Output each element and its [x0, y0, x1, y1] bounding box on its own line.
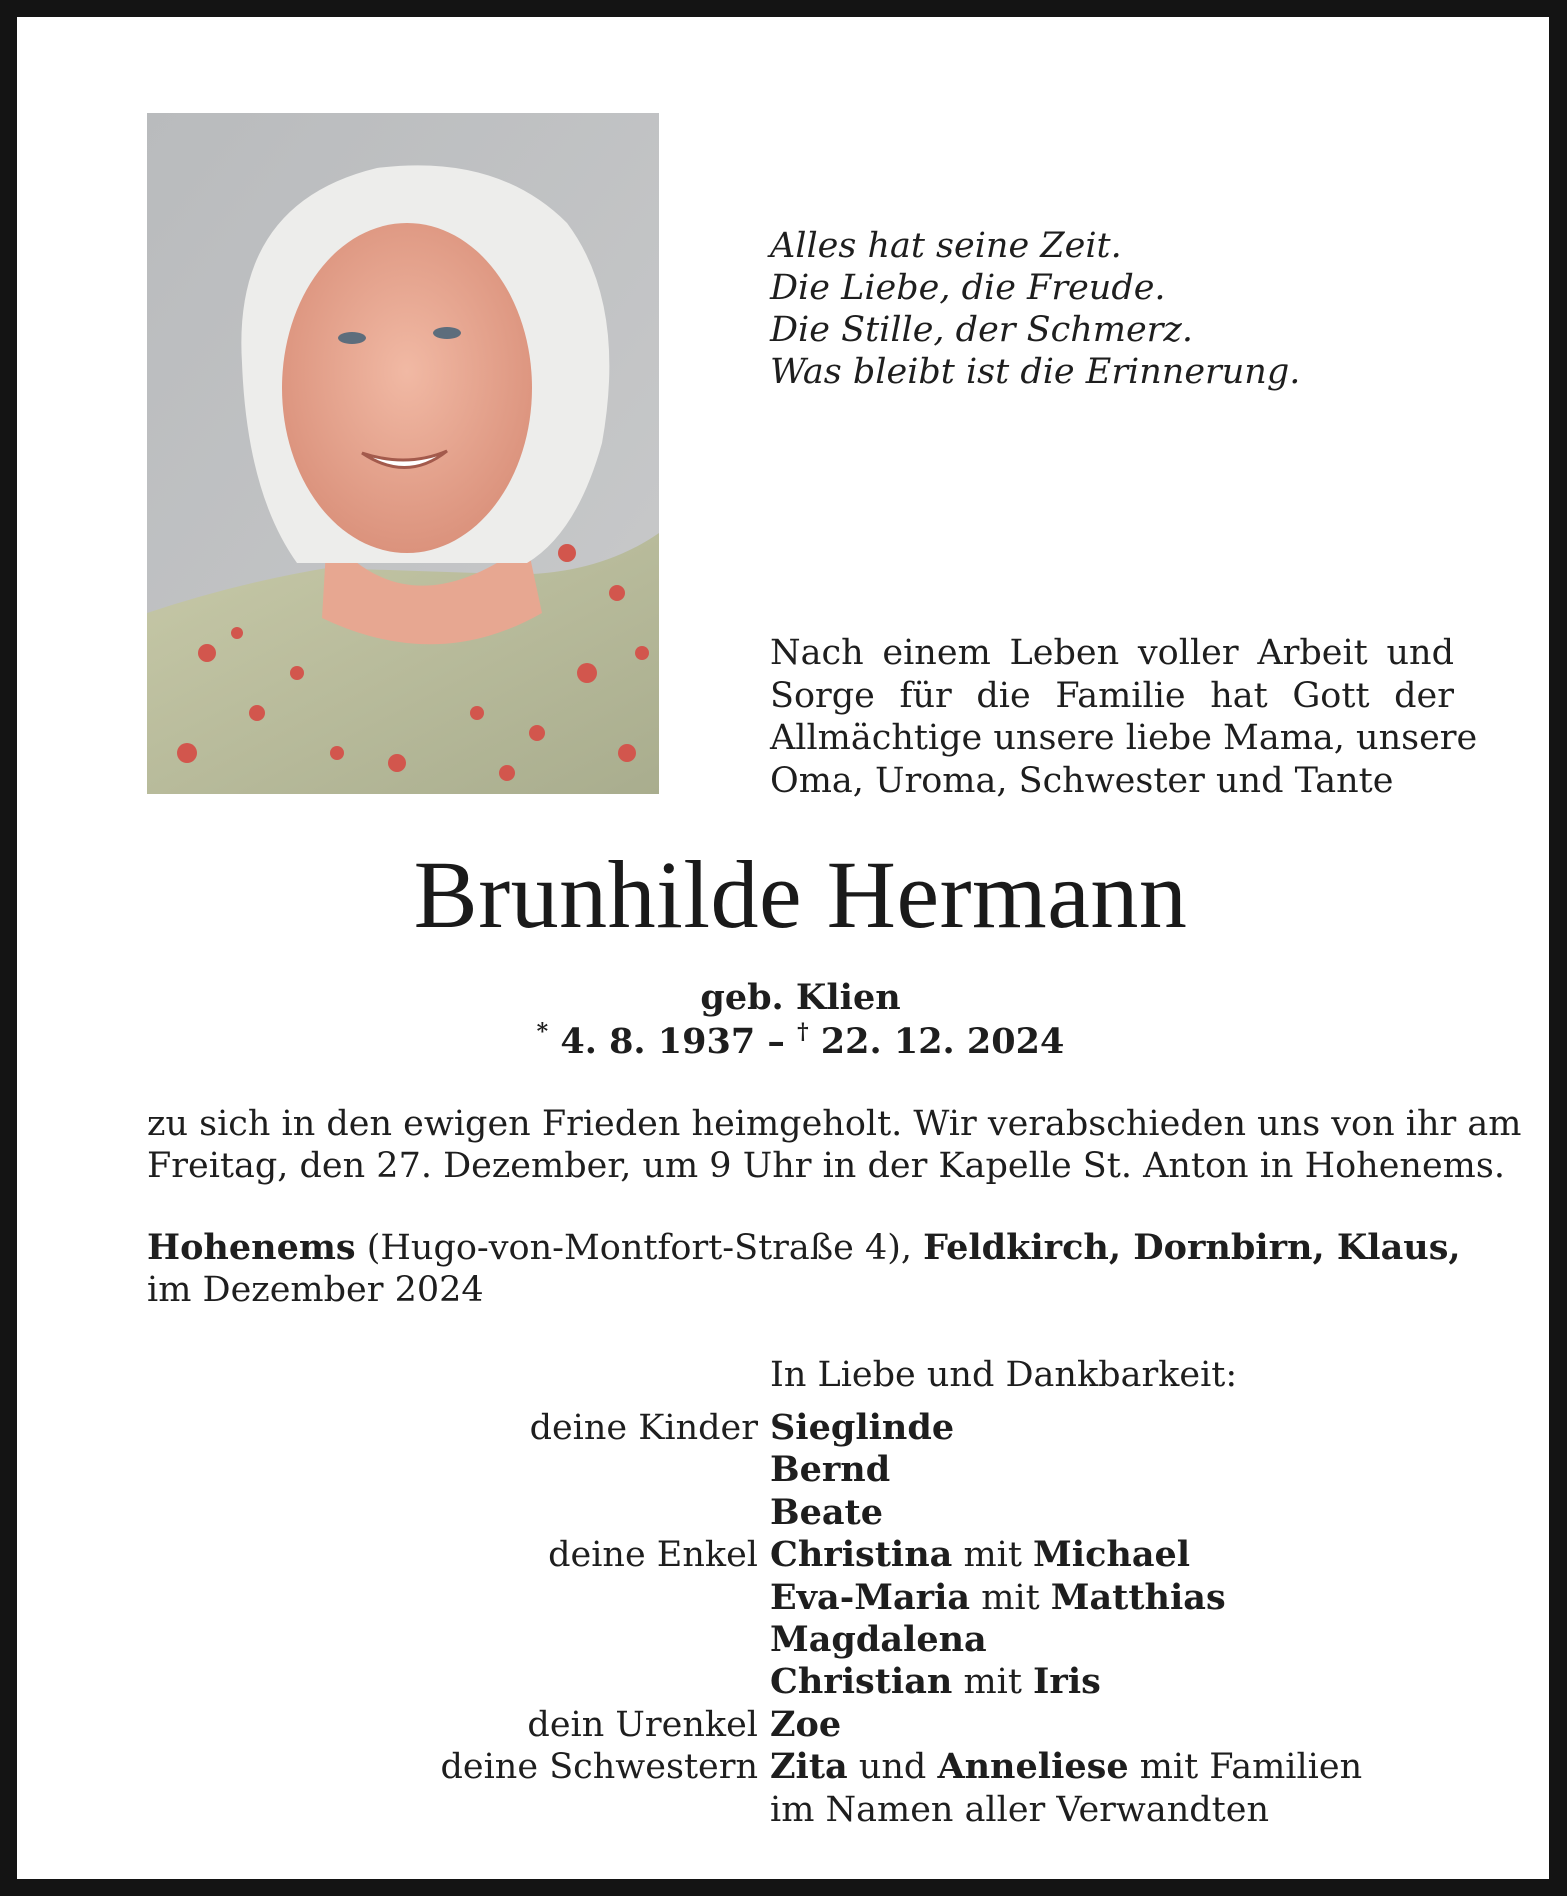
thanks-heading: In Liebe und Dankbarkeit:: [770, 1355, 1238, 1395]
family-name: Sieglinde: [770, 1407, 955, 1448]
family-names: [770, 1534, 1190, 1576]
city-name: Hohenems: [147, 1227, 356, 1268]
relation-label: deine Schwestern: [440, 1747, 758, 1788]
family-name: Zoe: [770, 1703, 842, 1745]
family-name: Michael: [1033, 1534, 1191, 1576]
family-names: [770, 1577, 1226, 1619]
deceased-name: Brunhilde Hermann: [413, 841, 1188, 948]
family-names: [770, 1746, 1362, 1788]
places-and-date: [147, 1227, 1461, 1311]
family-name: Matthias: [1050, 1576, 1226, 1618]
family-name: Bernd: [770, 1449, 891, 1491]
relation-label: deine Kinder: [529, 1408, 758, 1448]
family-name: Christina: [770, 1534, 953, 1576]
announcement-text: [147, 1103, 1522, 1187]
relation-label: dein Urenkel: [527, 1704, 758, 1745]
intro-text: [770, 632, 1478, 802]
announcement-line: zu sich in den ewigen Frieden heimgeholt. Wir verabschieden uns von ihr am: [147, 1104, 1522, 1144]
announcement-line: Freitag, den 27. Dezember, um 9 Uhr in der Kapelle St. Anton in Hohenems.: [147, 1146, 1505, 1186]
relation-label: deine Enkel: [548, 1535, 758, 1576]
maiden-name: geb. Klien: [700, 977, 901, 1018]
motto-line: Was bleibt ist die Erinnerung.: [770, 352, 1301, 392]
family-row: [147, 1704, 1454, 1746]
birth-date: 4. 8. 1937 –: [548, 1021, 798, 1062]
family-row: [147, 1492, 1454, 1534]
intro-line: Oma, Uroma, Schwester und Tante: [770, 760, 1394, 801]
family-name: Magdalena: [770, 1618, 987, 1660]
family-row: [147, 1746, 1454, 1788]
family-row: [147, 1407, 1454, 1449]
connector-word: mit Familien: [1128, 1747, 1363, 1788]
family-row: [147, 1534, 1454, 1576]
motto-line: Die Liebe, die Freude.: [770, 268, 1166, 308]
connector-word: mit: [952, 1662, 1034, 1703]
death-date: 22. 12. 2024: [808, 1021, 1065, 1062]
family-row: [147, 1577, 1454, 1619]
date-line: im Dezember 2024: [147, 1270, 484, 1310]
family-name: Iris: [1033, 1661, 1101, 1703]
intro-line: Allmächtige unsere liebe Mama, unsere: [770, 718, 1478, 758]
connector-word: mit: [952, 1535, 1034, 1576]
family-name: Eva-Maria: [770, 1576, 971, 1618]
portrait-photo: [147, 113, 659, 794]
address: (Hugo-von-Montfort-Straße 4),: [355, 1228, 924, 1268]
family-name: Beate: [770, 1491, 883, 1533]
family-row: [147, 1449, 1454, 1491]
connector-word: mit: [970, 1577, 1051, 1618]
family-row: [147, 1789, 1454, 1831]
birth-star-icon: *: [536, 1019, 549, 1045]
intro-line: Nach einem Leben voller Arbeit und: [770, 633, 1454, 673]
family-names: [770, 1661, 1101, 1703]
other-places: Feldkirch, Dornbirn, Klaus,: [923, 1227, 1461, 1268]
life-dates: [147, 1021, 1454, 1063]
death-cross-icon: †: [797, 1019, 809, 1045]
motto-line: Alles hat seine Zeit.: [770, 226, 1122, 266]
motto-verse: [770, 225, 1410, 393]
family-row: [147, 1619, 1454, 1661]
family-name: Zita: [770, 1746, 848, 1788]
family-list: [147, 1407, 1454, 1831]
places-line: [147, 1227, 1461, 1269]
family-name: Christian: [770, 1661, 953, 1703]
motto-line: Die Stille, der Schmerz.: [770, 310, 1193, 350]
connector-word: und: [847, 1747, 938, 1788]
closing-line: im Namen aller Verwandten: [770, 1789, 1269, 1830]
family-row: [147, 1661, 1454, 1703]
intro-line: Sorge für die Familie hat Gott der: [770, 675, 1454, 716]
family-name: Anneliese: [937, 1746, 1129, 1788]
